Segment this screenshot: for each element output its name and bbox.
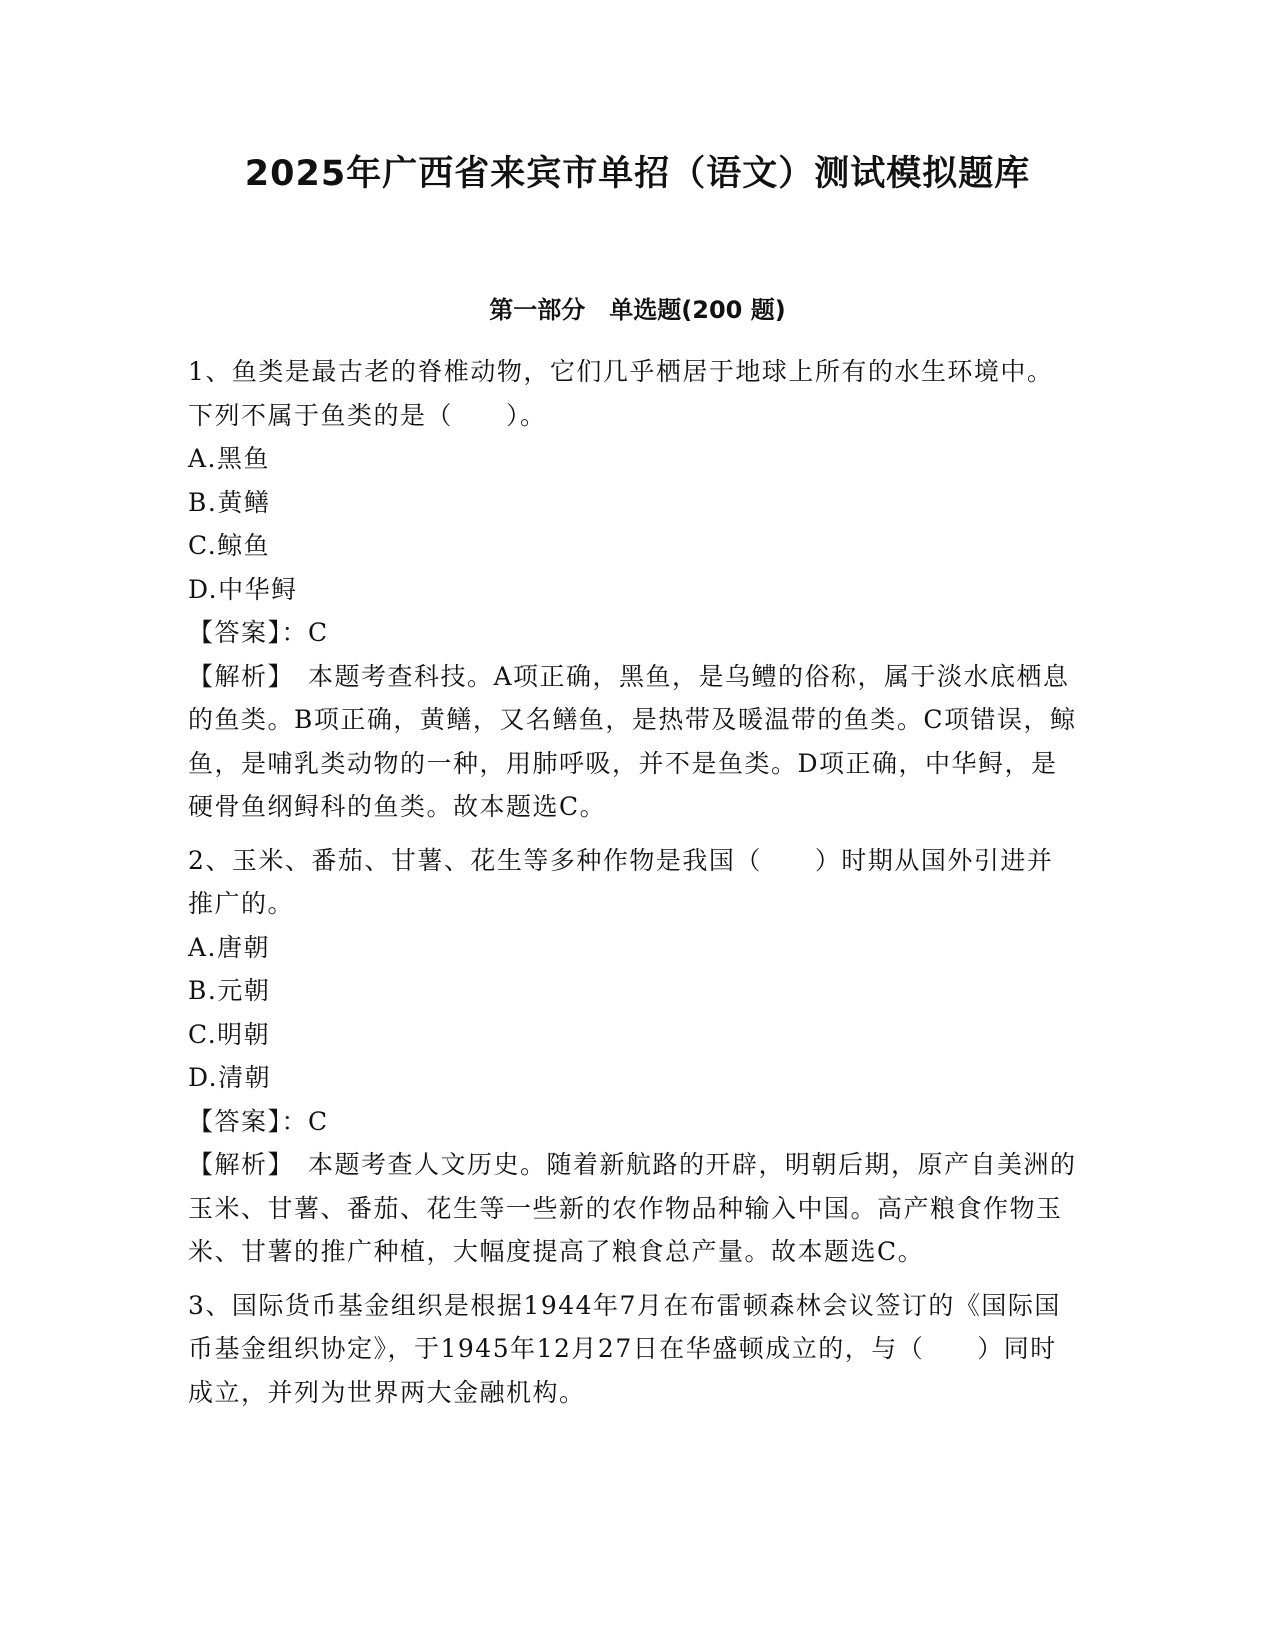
option-c: C.鲸鱼	[188, 531, 271, 560]
option-b: B.元朝	[188, 976, 271, 1005]
option-c: C.明朝	[188, 1019, 271, 1049]
option-b: B.黄鳝	[188, 487, 271, 517]
document-body	[188, 350, 1078, 1424]
option-a: A.唐朝	[188, 932, 271, 962]
option-d: D.中华鲟	[188, 574, 298, 604]
question-stem: 3、国际货币基金组织是根据1944年7月在布雷顿森林会议签订的《国际国币基金组织协定》，于1945年12月27日在华盛顿成立的，与（ ）同时成立，并列为世界两大金融机构。	[188, 1290, 1061, 1407]
question-1	[188, 350, 1078, 829]
analysis: 【解析】 本题考查人文历史。随着新航路的开辟，明朝后期，原产自美洲的玉米、甘薯、番茄、花生等一些新的农作物品种输入中国。高产粮食作物玉米、甘薯的推广种植，大幅度提高了粮食总产量。故本题选C。	[188, 1150, 1077, 1266]
question-stem: 1、鱼类是最古老的脊椎动物，它们几乎栖居于地球上所有的水生环境中。下列不属于鱼类的是（ ）。	[188, 357, 1054, 430]
question-2	[188, 839, 1078, 1274]
question-3	[188, 1284, 1078, 1415]
analysis: 【解析】 本题考查科技。A项正确，黑鱼，是乌鳢的俗称，属于淡水底栖息的鱼类。B项正确，黄鳝，又名鳝鱼，是热带及暖温带的鱼类。C项错误，鲸鱼，是哺乳类动物的一种，用肺呼吸，并不是鱼类。D项正确，中华鲟，是硬骨鱼纲鲟科的鱼类。故本题选C。	[188, 661, 1077, 821]
option-a: A.黑鱼	[188, 444, 271, 473]
document-title: 2025年广西省来宾市单招（语文）测试模拟题库	[244, 154, 1031, 194]
answer: 【答案】：C	[188, 618, 329, 647]
option-d: D.清朝	[188, 1063, 272, 1092]
question-stem: 2、玉米、番茄、甘薯、花生等多种作物是我国（ ）时期从国外引进并推广的。	[188, 845, 1054, 918]
answer: 【答案】：C	[188, 1106, 329, 1136]
section-heading: 第一部分 单选题(200 题)	[489, 296, 786, 324]
